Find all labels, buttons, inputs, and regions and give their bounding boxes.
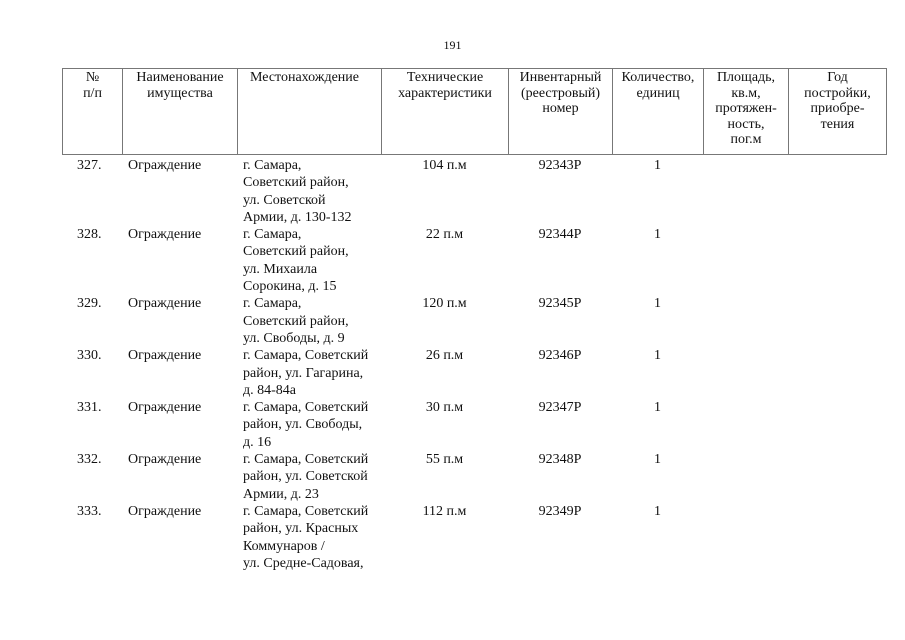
location-line: Коммунаров / [243, 538, 325, 554]
property-name: Ограждение [128, 503, 202, 519]
header-text: кв.м, [731, 85, 761, 101]
table-row [62, 226, 703, 295]
header-cell [382, 69, 509, 154]
location [237, 347, 381, 399]
location-line: д. 16 [243, 434, 272, 450]
header-text: номер [542, 101, 579, 116]
row-number: 333. [77, 503, 102, 519]
location-line: ул. Свободы, д. 9 [243, 330, 345, 346]
header-text: Количество, [621, 70, 695, 85]
inventory-number: 92345Р [538, 296, 582, 312]
table-row [62, 451, 703, 503]
location-line: г. Самара, Советский [243, 400, 369, 416]
header-cell [238, 69, 382, 154]
property-name: Ограждение [128, 400, 202, 416]
header-text: Местонахождение [250, 70, 360, 85]
technical-specs: 30 п.м [425, 400, 464, 416]
header-text: п/п [83, 85, 102, 101]
page-number: 191 [443, 38, 462, 52]
quantity: 1 [654, 348, 661, 364]
header-cell [613, 69, 704, 154]
property-name: Ограждение [128, 452, 202, 468]
technical-specs: 104 п.м [422, 158, 467, 173]
header-text: Наименование [136, 70, 224, 85]
row-number: 330. [77, 348, 102, 364]
table-row [62, 399, 703, 451]
header-cell [509, 69, 613, 154]
header-text: единиц [636, 85, 680, 101]
inventory-number: 92344Р [538, 227, 582, 243]
header-text: ность, [727, 116, 765, 132]
table-header [62, 68, 887, 155]
quantity: 1 [654, 503, 661, 519]
location-line: район, ул. Советской [243, 469, 368, 485]
quantity: 1 [654, 158, 661, 173]
header-cell [63, 69, 123, 154]
location-line: Армии, д. 130-132 [243, 209, 352, 225]
header-text: Инвентарный [519, 70, 602, 85]
location-line: Сорокина, д. 15 [243, 279, 337, 295]
location-line: Советский район, [243, 313, 349, 329]
location-line: г. Самара, Советский [243, 503, 369, 519]
quantity: 1 [654, 452, 661, 468]
property-name: Ограждение [128, 158, 202, 173]
header-text: Технические [406, 70, 484, 85]
row-number: 329. [77, 296, 102, 312]
table-body [62, 157, 703, 572]
header-cell [123, 69, 238, 154]
location-line: г. Самара, [243, 296, 302, 312]
inventory-number: 92347Р [538, 400, 582, 416]
header-text: тения [820, 116, 855, 132]
location [237, 503, 381, 572]
technical-specs: 55 п.м [425, 452, 464, 468]
row-number: 332. [77, 452, 102, 468]
location [237, 295, 381, 347]
header-text: протяжен- [715, 101, 777, 116]
location-line: Армии, д. 23 [243, 486, 319, 502]
location-line: Советский район, [243, 244, 349, 260]
header-text: приобре- [810, 101, 865, 116]
location-line: ул. Советской [243, 192, 326, 208]
header-cell [704, 69, 789, 154]
inventory-number: 92346Р [538, 348, 582, 364]
table-row [62, 295, 703, 347]
location-line: г. Самара, [243, 227, 302, 243]
location-line: г. Самара, [243, 158, 302, 173]
inventory-number: 92343Р [538, 158, 582, 173]
location [237, 399, 381, 451]
location-line: г. Самара, Советский [243, 452, 369, 468]
technical-specs: 22 п.м [425, 227, 464, 243]
header-cell [789, 69, 887, 154]
quantity: 1 [654, 400, 661, 416]
header-text: характеристики [398, 85, 492, 101]
location-line: район, ул. Свободы, [243, 417, 363, 433]
location [237, 157, 381, 226]
location-line: район, ул. Красных [243, 521, 359, 537]
location [237, 451, 381, 503]
inventory-number: 92348Р [538, 452, 582, 468]
row-number: 328. [77, 227, 102, 243]
property-name: Ограждение [128, 296, 202, 312]
technical-specs: 112 п.м [422, 503, 467, 519]
location-line: ул. Средне-Садовая, [243, 555, 364, 571]
quantity: 1 [654, 296, 661, 312]
table-row [62, 347, 703, 399]
header-text: (реестровый) [520, 85, 601, 101]
property-name: Ограждение [128, 348, 202, 364]
table-row [62, 157, 703, 226]
technical-specs: 120 п.м [422, 296, 467, 312]
header-text: Год [827, 70, 848, 85]
header-text: Площадь, [716, 70, 776, 85]
header-text: № [85, 70, 100, 85]
table-row [62, 503, 703, 572]
location-line: Советский район, [243, 175, 349, 191]
inventory-number: 92349Р [538, 503, 582, 519]
location [237, 226, 381, 295]
row-number: 327. [77, 158, 102, 173]
technical-specs: 26 п.м [425, 348, 464, 364]
header-text: постройки, [804, 85, 871, 101]
row-number: 331. [77, 400, 102, 416]
location-line: д. 84-84а [243, 382, 296, 398]
property-name: Ограждение [128, 227, 202, 243]
location-line: район, ул. Гагарина, [243, 365, 364, 381]
header-text: имущества [147, 85, 213, 101]
header-text: пог.м [730, 132, 762, 147]
location-line: г. Самара, Советский [243, 348, 369, 364]
location-line: ул. Михаила [243, 261, 318, 277]
quantity: 1 [654, 227, 661, 243]
